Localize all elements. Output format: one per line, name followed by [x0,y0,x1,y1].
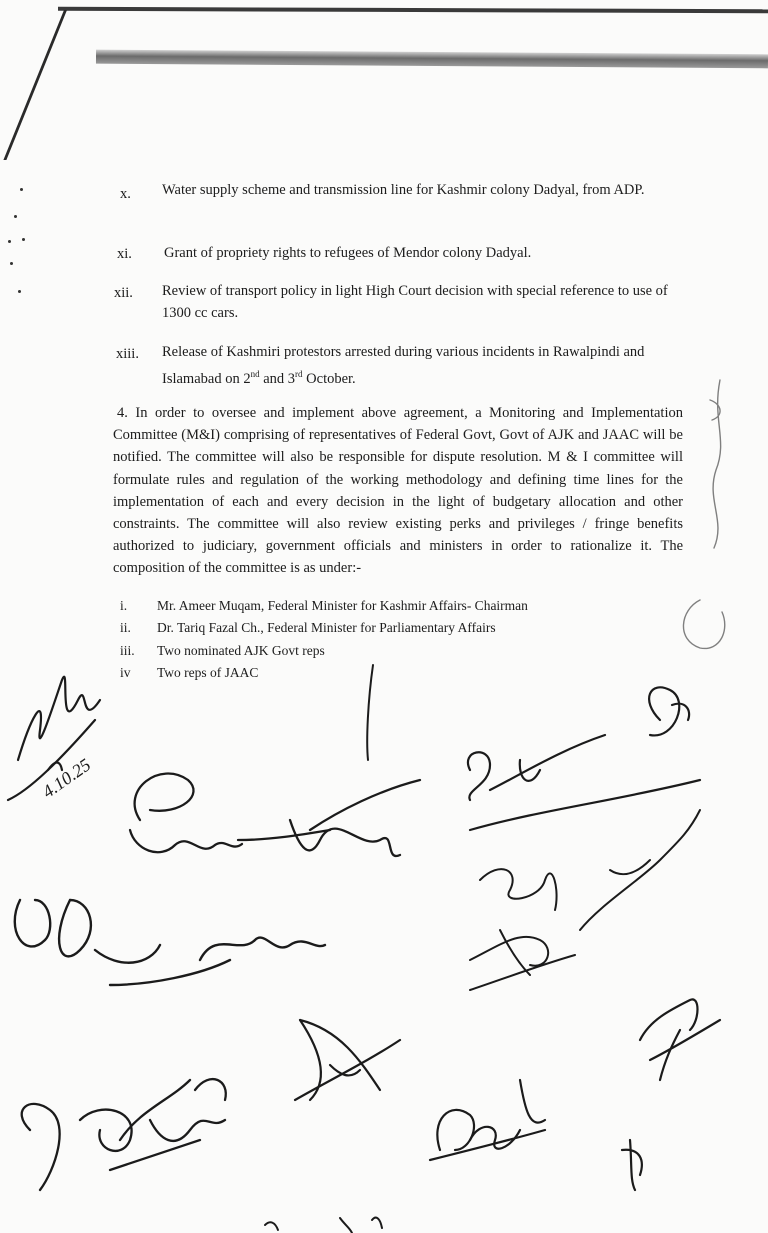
item-number: xii. [114,285,133,301]
member-text: Two nominated AJK Govt reps [157,643,325,658]
item-number: xi. [117,246,132,262]
signature-right-top [468,687,700,830]
member-text: Two reps of JAAC [157,665,259,680]
item-text: Grant of propriety rights to refugees of Mendor colony Dadyal. [164,245,532,261]
member-text: Dr. Tariq Fazal Ch., Federal Minister for Parliamentary Affairs [157,620,496,635]
member-number: ii. [120,620,131,635]
item-text-part: October. [302,370,356,387]
superscript: rd [295,369,303,379]
item-text: Water supply scheme and transmission line for Kashmir colony Dadyal, from ADP. [162,182,645,198]
scan-bottom-marks [265,1218,382,1233]
superscript: nd [250,369,260,379]
member-number: iii. [120,643,135,658]
signature-center [130,774,420,856]
committee-paragraph: 4. In order to oversee and implement above agreement, a Monitoring and Implementation Committee (M&I) comprising of representatives of Federal Govt, Govt of AJK and JAAC will be notified. The committee will also be responsible for dispute resolution. M & I committee will formulate rules and regulation of the working methodology and defining time lines for the implementation of each and every decision in the light of budgetary allocation and other constraints. The committee will also review existing perks and privileges / fringe benefits authorized to judiciary, government officials and ministers in order to rationalize it. The composition of the committee is as under:- [113,405,683,577]
signature-left-large [15,900,325,985]
signature-right-mid [470,810,700,990]
member-number: i. [120,598,128,613]
signature-date: 4.10.25 [38,754,95,802]
item-text-part: Release of Kashmiri protestors arrested during various incidents in Rawalpindi and Islamabad on 2 [162,344,645,387]
item-text: Review of transport policy in light High Court decision with special reference to use of 1300 cc cars. [162,283,668,321]
signature-lower-left [22,1079,226,1190]
margin-signature [683,380,724,648]
member-text: Mr. Ameer Muqam, Federal Minister for Kashmir Affairs- Chairman [157,598,528,613]
signature-bottom-center [430,1080,545,1160]
item-text-part: and 3 [259,370,296,387]
signature-lower-center [295,1020,400,1100]
item-number: x. [120,186,131,202]
signature-bottom-right [622,999,720,1190]
signature-stroke [367,665,373,760]
member-number: iv [120,665,131,680]
item-number: xiii. [116,346,139,362]
